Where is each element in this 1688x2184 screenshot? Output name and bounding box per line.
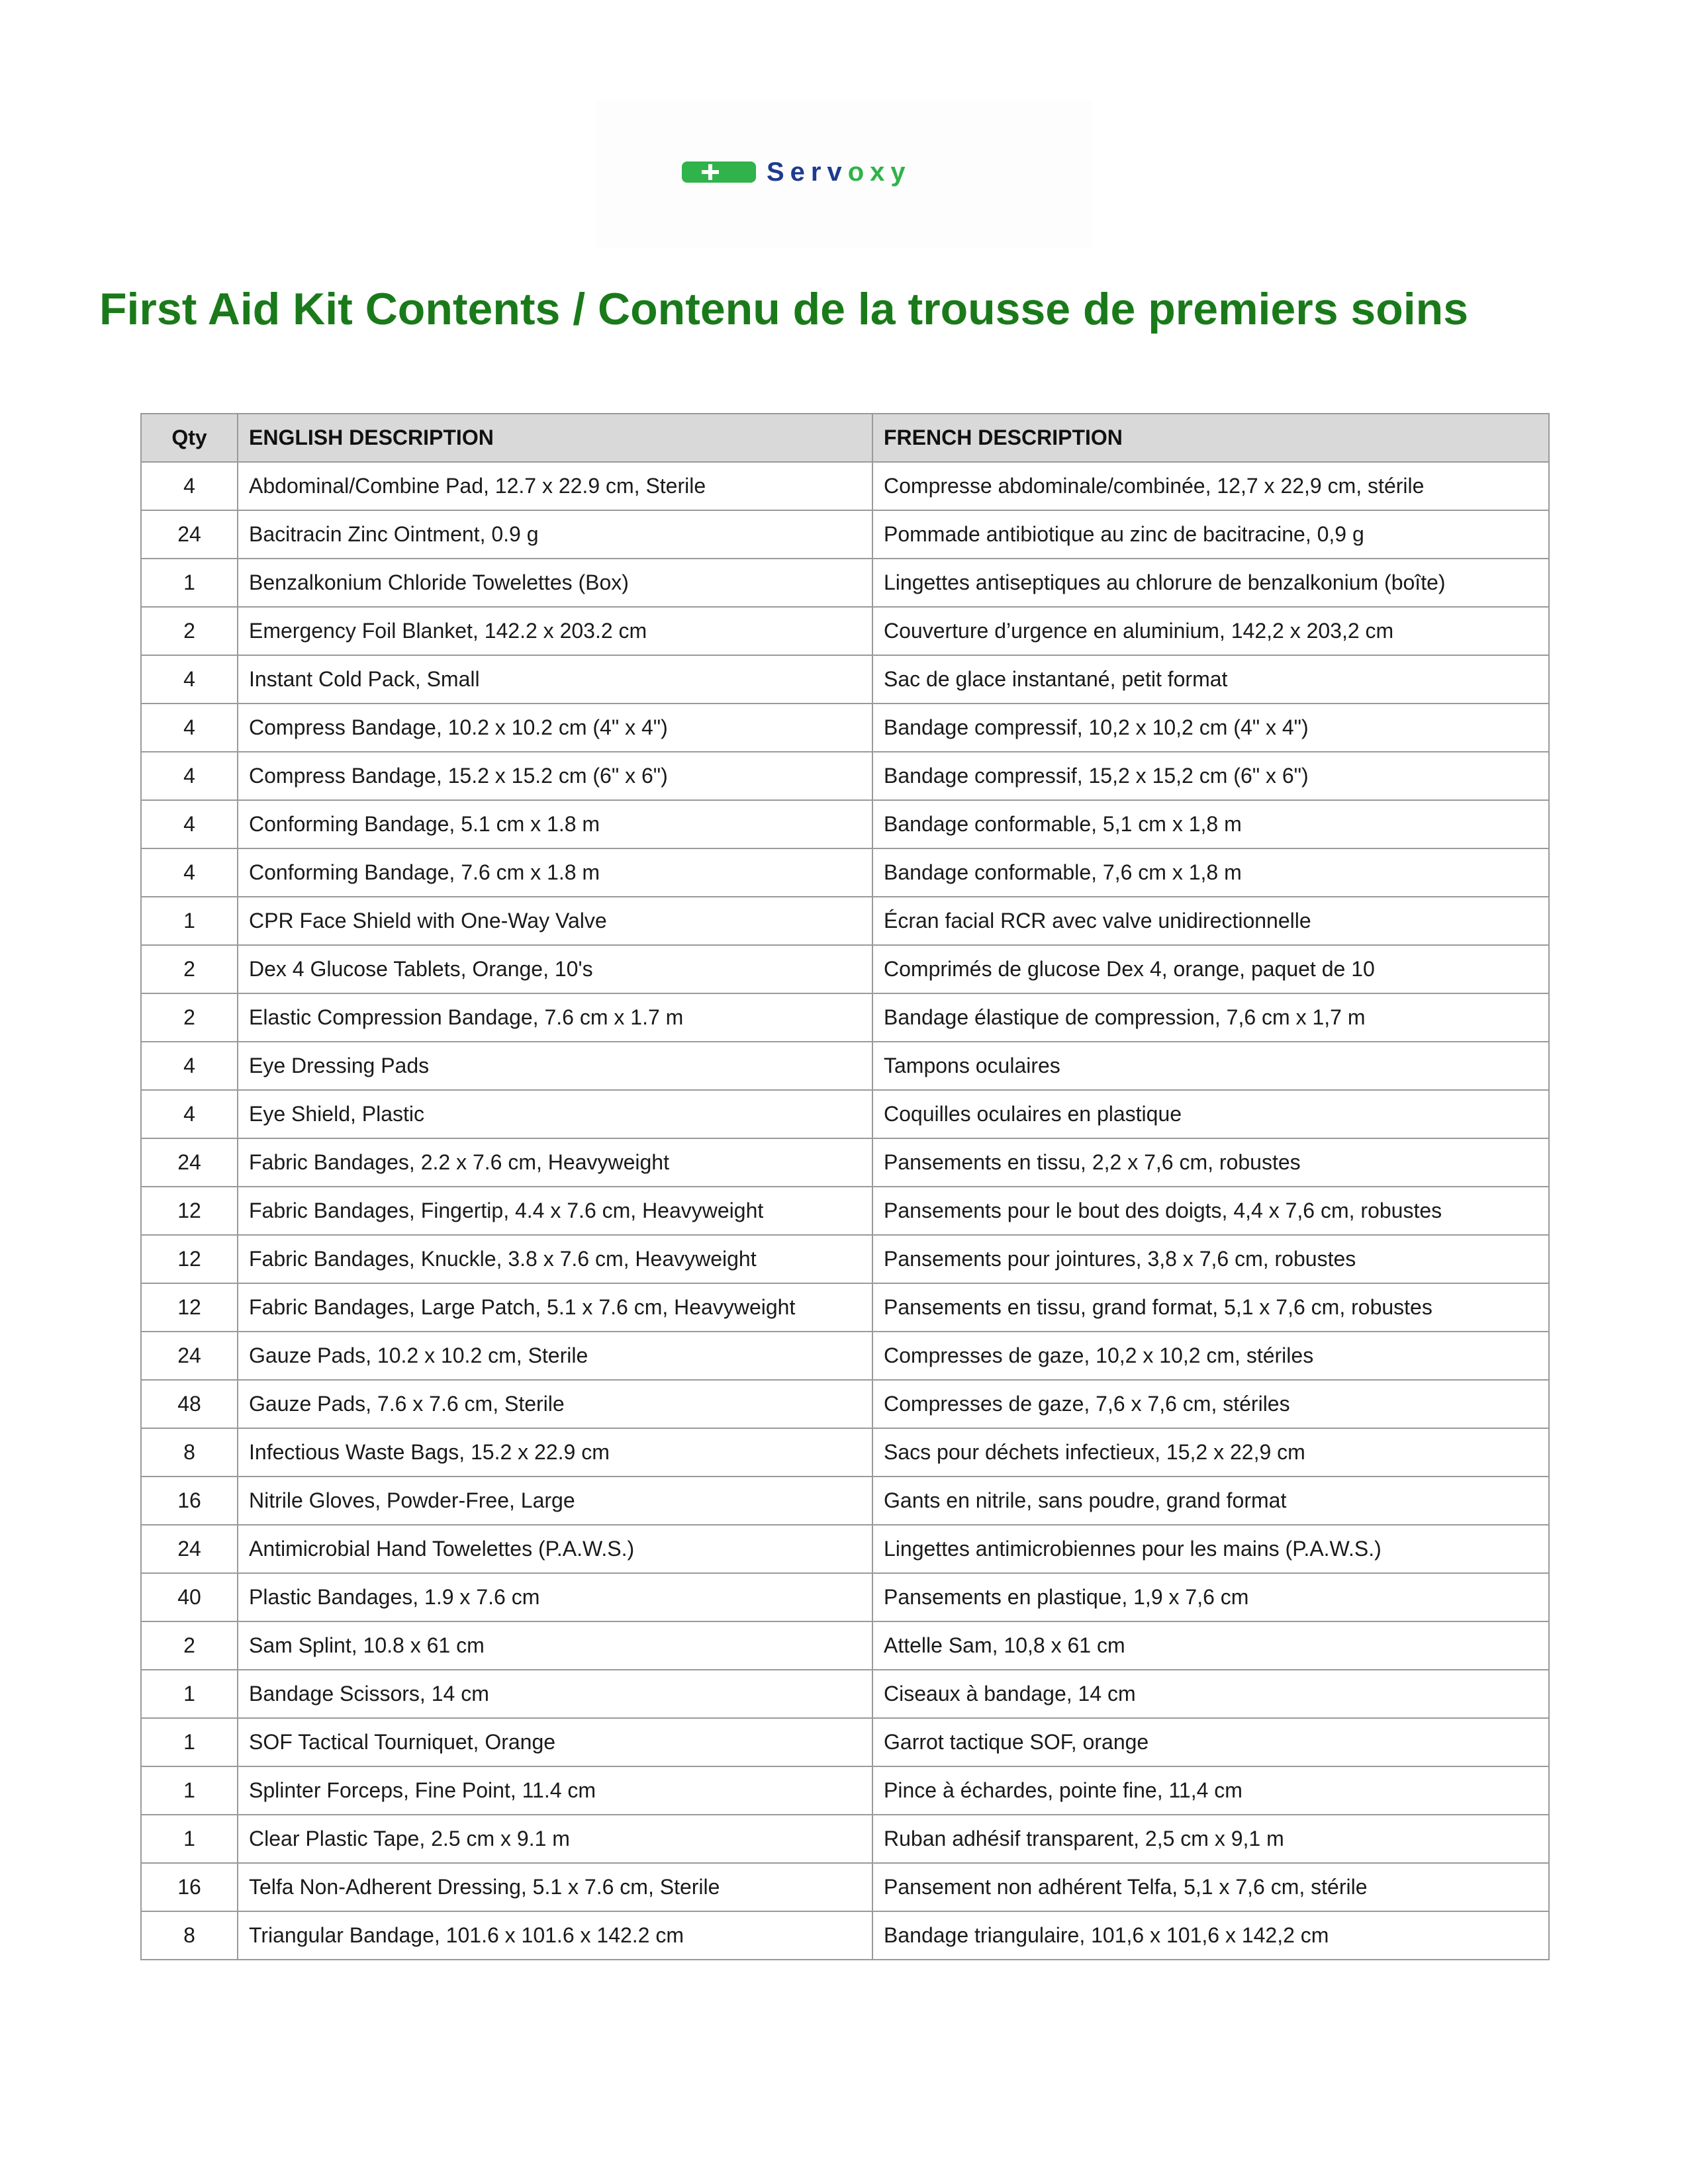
- french-description-cell: Sac de glace instantané, petit format: [872, 655, 1549, 704]
- header-qty: Qty: [141, 414, 238, 462]
- french-description-cell: Sacs pour déchets infectieux, 15,2 x 22,9 cm: [872, 1428, 1549, 1477]
- french-description-cell: Coquilles oculaires en plastique: [872, 1090, 1549, 1138]
- qty-cell: 4: [141, 1090, 238, 1138]
- english-description-cell: Benzalkonium Chloride Towelettes (Box): [238, 559, 872, 607]
- table-row: [141, 1138, 1549, 1187]
- table-row: [141, 1283, 1549, 1332]
- english-description-cell: Abdominal/Combine Pad, 12.7 x 22.9 cm, Sterile: [238, 462, 872, 510]
- english-description-cell: Elastic Compression Bandage, 7.6 cm x 1.7 m: [238, 993, 872, 1042]
- logo-wordmark-accent: oxy: [847, 158, 912, 187]
- english-description-cell: Conforming Bandage, 5.1 cm x 1.8 m: [238, 800, 872, 848]
- english-description-cell: Gauze Pads, 10.2 x 10.2 cm, Sterile: [238, 1332, 872, 1380]
- table-row: [141, 897, 1549, 945]
- french-description-cell: Écran facial RCR avec valve unidirectionnelle: [872, 897, 1549, 945]
- english-description-cell: Eye Shield, Plastic: [238, 1090, 872, 1138]
- qty-cell: 24: [141, 1525, 238, 1573]
- french-description-cell: Ruban adhésif transparent, 2,5 cm x 9,1 m: [872, 1815, 1549, 1863]
- table-row: [141, 1621, 1549, 1670]
- english-description-cell: Fabric Bandages, Fingertip, 4.4 x 7.6 cm, Heavyweight: [238, 1187, 872, 1235]
- qty-cell: 2: [141, 993, 238, 1042]
- qty-cell: 24: [141, 510, 238, 559]
- french-description-cell: Pommade antibiotique au zinc de bacitracine, 0,9 g: [872, 510, 1549, 559]
- qty-cell: 24: [141, 1138, 238, 1187]
- french-description-cell: Couverture d’urgence en aluminium, 142,2 x 203,2 cm: [872, 607, 1549, 655]
- table-row: [141, 1332, 1549, 1380]
- table-row: [141, 1525, 1549, 1573]
- qty-cell: 1: [141, 897, 238, 945]
- french-description-cell: Pansements pour le bout des doigts, 4,4 x 7,6 cm, robustes: [872, 1187, 1549, 1235]
- english-description-cell: Eye Dressing Pads: [238, 1042, 872, 1090]
- table-row: [141, 848, 1549, 897]
- french-description-cell: Compresse abdominale/combinée, 12,7 x 22,9 cm, stérile: [872, 462, 1549, 510]
- english-description-cell: Splinter Forceps, Fine Point, 11.4 cm: [238, 1766, 872, 1815]
- french-description-cell: Pince à échardes, pointe fine, 11,4 cm: [872, 1766, 1549, 1815]
- english-description-cell: Infectious Waste Bags, 15.2 x 22.9 cm: [238, 1428, 872, 1477]
- servoxy-logo: [682, 158, 1013, 187]
- table-row: [141, 607, 1549, 655]
- french-description-cell: Garrot tactique SOF, orange: [872, 1718, 1549, 1766]
- english-description-cell: Fabric Bandages, Large Patch, 5.1 x 7.6 cm, Heavyweight: [238, 1283, 872, 1332]
- table-row: [141, 655, 1549, 704]
- table-row: [141, 510, 1549, 559]
- table-row: [141, 1380, 1549, 1428]
- table-row: [141, 800, 1549, 848]
- table-row: [141, 704, 1549, 752]
- qty-cell: 2: [141, 607, 238, 655]
- french-description-cell: Ciseaux à bandage, 14 cm: [872, 1670, 1549, 1718]
- qty-cell: 8: [141, 1428, 238, 1477]
- english-description-cell: Fabric Bandages, 2.2 x 7.6 cm, Heavyweight: [238, 1138, 872, 1187]
- qty-cell: 4: [141, 800, 238, 848]
- qty-cell: 48: [141, 1380, 238, 1428]
- english-description-cell: Antimicrobial Hand Towelettes (P.A.W.S.): [238, 1525, 872, 1573]
- medical-cross-icon: [682, 161, 756, 183]
- qty-cell: 4: [141, 752, 238, 800]
- table-row: [141, 1718, 1549, 1766]
- header-french-description: FRENCH DESCRIPTION: [872, 414, 1549, 462]
- french-description-cell: Pansement non adhérent Telfa, 5,1 x 7,6 cm, stérile: [872, 1863, 1549, 1911]
- qty-cell: 40: [141, 1573, 238, 1621]
- english-description-cell: Instant Cold Pack, Small: [238, 655, 872, 704]
- qty-cell: 16: [141, 1477, 238, 1525]
- table-row: [141, 462, 1549, 510]
- english-description-cell: Sam Splint, 10.8 x 61 cm: [238, 1621, 872, 1670]
- qty-cell: 16: [141, 1863, 238, 1911]
- qty-cell: 4: [141, 848, 238, 897]
- french-description-cell: Comprimés de glucose Dex 4, orange, paquet de 10: [872, 945, 1549, 993]
- french-description-cell: Tampons oculaires: [872, 1042, 1549, 1090]
- english-description-cell: Gauze Pads, 7.6 x 7.6 cm, Sterile: [238, 1380, 872, 1428]
- qty-cell: 1: [141, 1718, 238, 1766]
- table-row: [141, 1477, 1549, 1525]
- french-description-cell: Bandage conformable, 5,1 cm x 1,8 m: [872, 800, 1549, 848]
- english-description-cell: Dex 4 Glucose Tablets, Orange, 10's: [238, 945, 872, 993]
- french-description-cell: Pansements en tissu, grand format, 5,1 x 7,6 cm, robustes: [872, 1283, 1549, 1332]
- qty-cell: 8: [141, 1911, 238, 1960]
- english-description-cell: Compress Bandage, 10.2 x 10.2 cm (4" x 4"): [238, 704, 872, 752]
- french-description-cell: Lingettes antimicrobiennes pour les mains (P.A.W.S.): [872, 1525, 1549, 1573]
- table-row: [141, 1042, 1549, 1090]
- english-description-cell: Conforming Bandage, 7.6 cm x 1.8 m: [238, 848, 872, 897]
- table-row: [141, 559, 1549, 607]
- qty-cell: 1: [141, 1670, 238, 1718]
- logo-wordmark-prefix: Serv: [767, 158, 848, 187]
- qty-cell: 2: [141, 1621, 238, 1670]
- table-header-row: [141, 414, 1549, 462]
- french-description-cell: Gants en nitrile, sans poudre, grand format: [872, 1477, 1549, 1525]
- qty-cell: 24: [141, 1332, 238, 1380]
- table-row: [141, 1863, 1549, 1911]
- english-description-cell: SOF Tactical Tourniquet, Orange: [238, 1718, 872, 1766]
- qty-cell: 12: [141, 1235, 238, 1283]
- french-description-cell: Bandage élastique de compression, 7,6 cm x 1,7 m: [872, 993, 1549, 1042]
- english-description-cell: CPR Face Shield with One-Way Valve: [238, 897, 872, 945]
- table-row: [141, 1090, 1549, 1138]
- table-row: [141, 1766, 1549, 1815]
- french-description-cell: Bandage compressif, 15,2 x 15,2 cm (6" x 6"): [872, 752, 1549, 800]
- french-description-cell: Compresses de gaze, 10,2 x 10,2 cm, stériles: [872, 1332, 1549, 1380]
- qty-cell: 12: [141, 1187, 238, 1235]
- english-description-cell: Bandage Scissors, 14 cm: [238, 1670, 872, 1718]
- header-english-description: ENGLISH DESCRIPTION: [238, 414, 872, 462]
- qty-cell: 2: [141, 945, 238, 993]
- english-description-cell: Fabric Bandages, Knuckle, 3.8 x 7.6 cm, Heavyweight: [238, 1235, 872, 1283]
- french-description-cell: Compresses de gaze, 7,6 x 7,6 cm, stériles: [872, 1380, 1549, 1428]
- table-row: [141, 993, 1549, 1042]
- english-description-cell: Triangular Bandage, 101.6 x 101.6 x 142.2 cm: [238, 1911, 872, 1960]
- table-row: [141, 945, 1549, 993]
- kit-contents-table: [140, 413, 1550, 1960]
- english-description-cell: Bacitracin Zinc Ointment, 0.9 g: [238, 510, 872, 559]
- french-description-cell: Pansements en tissu, 2,2 x 7,6 cm, robustes: [872, 1138, 1549, 1187]
- qty-cell: 4: [141, 462, 238, 510]
- qty-cell: 1: [141, 1766, 238, 1815]
- english-description-cell: Nitrile Gloves, Powder-Free, Large: [238, 1477, 872, 1525]
- french-description-cell: Pansements pour jointures, 3,8 x 7,6 cm, robustes: [872, 1235, 1549, 1283]
- qty-cell: 12: [141, 1283, 238, 1332]
- english-description-cell: Plastic Bandages, 1.9 x 7.6 cm: [238, 1573, 872, 1621]
- qty-cell: 4: [141, 704, 238, 752]
- page-title: First Aid Kit Contents / Contenu de la trousse de premiers soins: [99, 284, 1469, 334]
- qty-cell: 4: [141, 655, 238, 704]
- table-row: [141, 1573, 1549, 1621]
- qty-cell: 4: [141, 1042, 238, 1090]
- qty-cell: 1: [141, 559, 238, 607]
- english-description-cell: Clear Plastic Tape, 2.5 cm x 9.1 m: [238, 1815, 872, 1863]
- table-row: [141, 752, 1549, 800]
- table-row: [141, 1428, 1549, 1477]
- french-description-cell: Bandage conformable, 7,6 cm x 1,8 m: [872, 848, 1549, 897]
- logo-wordmark: [767, 158, 912, 187]
- table-row: [141, 1187, 1549, 1235]
- french-description-cell: Attelle Sam, 10,8 x 61 cm: [872, 1621, 1549, 1670]
- english-description-cell: Telfa Non-Adherent Dressing, 5.1 x 7.6 cm, Sterile: [238, 1863, 872, 1911]
- french-description-cell: Bandage compressif, 10,2 x 10,2 cm (4" x 4"): [872, 704, 1549, 752]
- french-description-cell: Lingettes antiseptiques au chlorure de benzalkonium (boîte): [872, 559, 1549, 607]
- english-description-cell: Emergency Foil Blanket, 142.2 x 203.2 cm: [238, 607, 872, 655]
- table-row: [141, 1235, 1549, 1283]
- table-row: [141, 1815, 1549, 1863]
- table-row: [141, 1911, 1549, 1960]
- french-description-cell: Bandage triangulaire, 101,6 x 101,6 x 142,2 cm: [872, 1911, 1549, 1960]
- french-description-cell: Pansements en plastique, 1,9 x 7,6 cm: [872, 1573, 1549, 1621]
- table-row: [141, 1670, 1549, 1718]
- qty-cell: 1: [141, 1815, 238, 1863]
- english-description-cell: Compress Bandage, 15.2 x 15.2 cm (6" x 6"): [238, 752, 872, 800]
